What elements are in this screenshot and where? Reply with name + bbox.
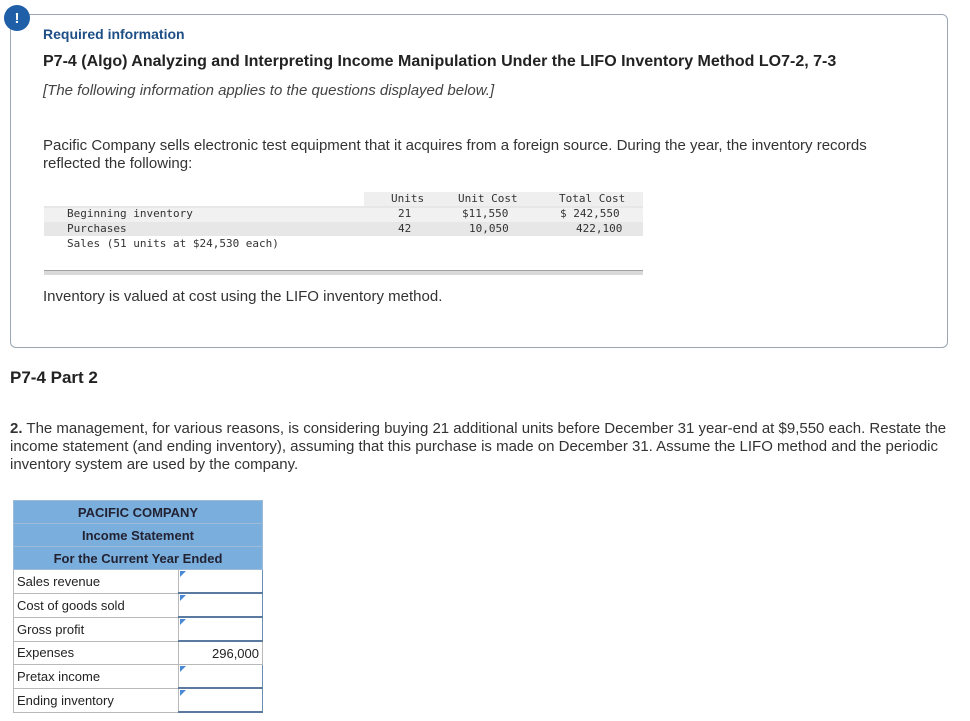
alert-icon: ! <box>4 5 30 31</box>
cost-of-goods-sold-input[interactable] <box>178 593 262 617</box>
income-row <box>14 570 263 594</box>
row-label: Ending inventory <box>14 688 179 712</box>
intro-paragraph: Pacific Company sells electronic test equipment that it acquires from a foreign source. During the year, the inventory records reflected the following: <box>43 137 867 172</box>
row-total-cost: $ 242,550 <box>560 207 620 220</box>
row-units: 21 <box>398 207 412 220</box>
lifo-note: Inventory is valued at cost using the LIFO inventory method. <box>43 288 443 305</box>
row-label: Beginning inventory <box>67 207 193 220</box>
input-marker-icon <box>180 666 186 672</box>
income-row <box>14 641 263 665</box>
row-units: 42 <box>398 222 412 235</box>
question-number: 2. <box>10 420 23 437</box>
problem-title: P7-4 (Algo) Analyzing and Interpreting Income Manipulation Under the LIFO Inventory Method LO7-2, 7-3 <box>43 53 837 70</box>
income-row <box>14 617 263 641</box>
applies-note: [The following information applies to the questions displayed below.] <box>43 82 495 99</box>
row-label: Sales revenue <box>14 570 179 594</box>
question-text <box>10 420 955 474</box>
row-label: Sales (51 units at $24,530 each) <box>67 237 279 250</box>
ending-inventory-input[interactable] <box>178 688 262 712</box>
row-label: Purchases <box>67 222 127 235</box>
row-unit-cost: $11,550 <box>462 207 509 220</box>
question-body: The management, for various reasons, is considering buying 21 additional units before December 31 year-end at $9,550 each. Restate the income statement (and ending inventory), assuming that this purchase is made on December 31. Assume the LIFO method and the periodic inventory system are used by the company. <box>10 420 947 473</box>
income-statement-table <box>13 500 263 713</box>
statement-title: Income Statement <box>14 524 263 547</box>
sales-revenue-input[interactable] <box>178 570 262 594</box>
input-marker-icon <box>180 690 186 696</box>
header-total-cost: Total Cost <box>559 192 626 205</box>
row-label: Cost of goods sold <box>14 593 179 617</box>
required-information-title: Required information <box>43 26 185 42</box>
statement-period: For the Current Year Ended <box>14 547 263 570</box>
income-row <box>14 593 263 617</box>
header-unit-cost: Unit Cost <box>458 192 518 205</box>
input-marker-icon <box>180 571 186 577</box>
expenses-value: 296,000 <box>178 641 262 665</box>
row-label: Expenses <box>14 641 179 665</box>
pretax-income-input[interactable] <box>178 665 262 689</box>
income-row <box>14 688 263 712</box>
table-bottom-rule <box>44 270 643 275</box>
inventory-table <box>44 192 643 264</box>
header-units: Units <box>391 192 425 205</box>
row-label: Pretax income <box>14 665 179 689</box>
row-label: Gross profit <box>14 617 179 641</box>
row-total-cost: 422,100 <box>576 222 623 235</box>
company-name: PACIFIC COMPANY <box>14 501 263 524</box>
gross-profit-input[interactable] <box>178 617 262 641</box>
row-unit-cost: 10,050 <box>469 222 509 235</box>
input-marker-icon <box>180 619 186 625</box>
income-row <box>14 665 263 689</box>
input-marker-icon <box>180 595 186 601</box>
part-title: P7-4 Part 2 <box>10 368 98 387</box>
